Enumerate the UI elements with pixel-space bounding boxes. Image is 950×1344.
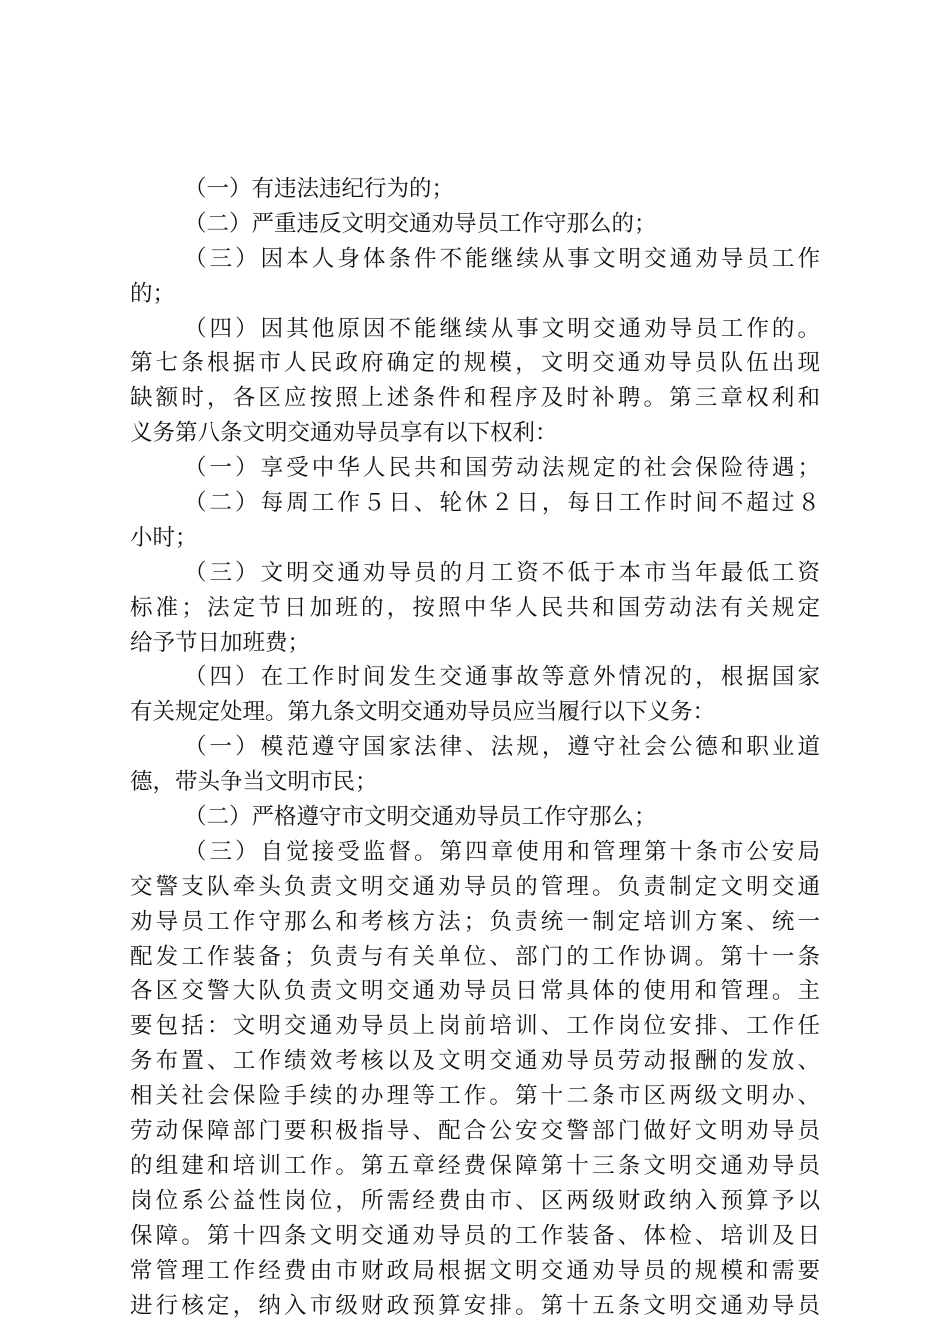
text-line: 第七条根据市人民政府确定的规模，文明交通劝导员队伍出现: [130, 350, 820, 377]
text-line: （二）严格遵守市文明交通劝导员工作守那么；: [184, 804, 657, 831]
text-line: 要包括：文明交通劝导员上岗前培训、工作岗位安排、工作任: [130, 1013, 820, 1040]
text-line: 务布置、工作绩效考核以及文明交通劝导员劳动报酬的发放、: [130, 1048, 820, 1075]
text-line: （三）因本人身体条件不能继续从事文明交通劝导员工作: [184, 245, 820, 272]
text-line: （一）模范遵守国家法律、法规，遵守社会公德和职业道: [184, 734, 820, 761]
text-line: 有关规定处理。第九条文明交通劝导员应当履行以下义务：: [130, 699, 716, 726]
text-line: （二）每周工作５日、轮休２日，每日工作时间不超过８: [184, 490, 820, 517]
text-line: （一）享受中华人民共和国劳动法规定的社会保险待遇；: [184, 455, 820, 482]
text-line: （四）在工作时间发生交通事故等意外情况的，根据国家: [184, 664, 820, 691]
text-line: 劳动保障部门要积极指导、配合公安交警部门做好文明劝导员: [130, 1118, 820, 1145]
text-line: 的组建和培训工作。第五章经费保障第十三条文明交通劝导员: [130, 1152, 820, 1179]
text-line: 的；: [130, 280, 176, 307]
text-line: （一）有违法违纪行为的；: [184, 176, 455, 202]
text-line: 常管理工作经费由市财政局根据文明交通劝导员的规模和需要: [130, 1257, 820, 1284]
text-line: 交警支队牵头负责文明交通劝导员的管理。负责制定文明交通: [130, 873, 820, 900]
text-line: 义务第八条文明交通劝导员享有以下权利：: [130, 420, 558, 447]
text-line: 小时；: [130, 524, 198, 551]
text-line: 各区交警大队负责文明交通劝导员日常具体的使用和管理。主: [130, 978, 820, 1005]
text-line: 劝导员工作守那么和考核方法；负责统一制定培训方案、统一: [130, 908, 820, 935]
text-line: 标准；法定节日加班的，按照中华人民共和国劳动法有关规定: [130, 594, 820, 621]
text-line: 德，带头争当文明市民；: [130, 769, 378, 796]
body-text: [130, 172, 820, 1323]
text-line: 给予节日加班费；: [130, 629, 311, 656]
text-line: 相关社会保险手续的办理等工作。第十二条市区两级文明办、: [130, 1083, 820, 1110]
text-line: 缺额时，各区应按照上述条件和程序及时补聘。第三章权利和: [130, 385, 820, 412]
text-line: （三）自觉接受监督。第四章使用和管理第十条市公安局: [184, 838, 820, 865]
text-line: （二）严重违反文明交通劝导员工作守那么的；: [184, 210, 657, 237]
text-line: 进行核定，纳入市级财政预算安排。第十五条文明交通劝导员: [130, 1292, 820, 1319]
text-line: （四）因其他原因不能继续从事文明交通劝导员工作的。: [184, 315, 820, 342]
text-line: 配发工作装备；负责与有关单位、部门的工作协调。第十一条: [130, 943, 820, 970]
text-line: 岗位系公益性岗位，所需经费由市、区两级财政纳入预算予以: [130, 1187, 820, 1214]
text-line: 保障。第十四条文明交通劝导员的工作装备、体检、培训及日: [130, 1222, 820, 1249]
text-line: （三）文明交通劝导员的月工资不低于本市当年最低工资: [184, 559, 820, 586]
